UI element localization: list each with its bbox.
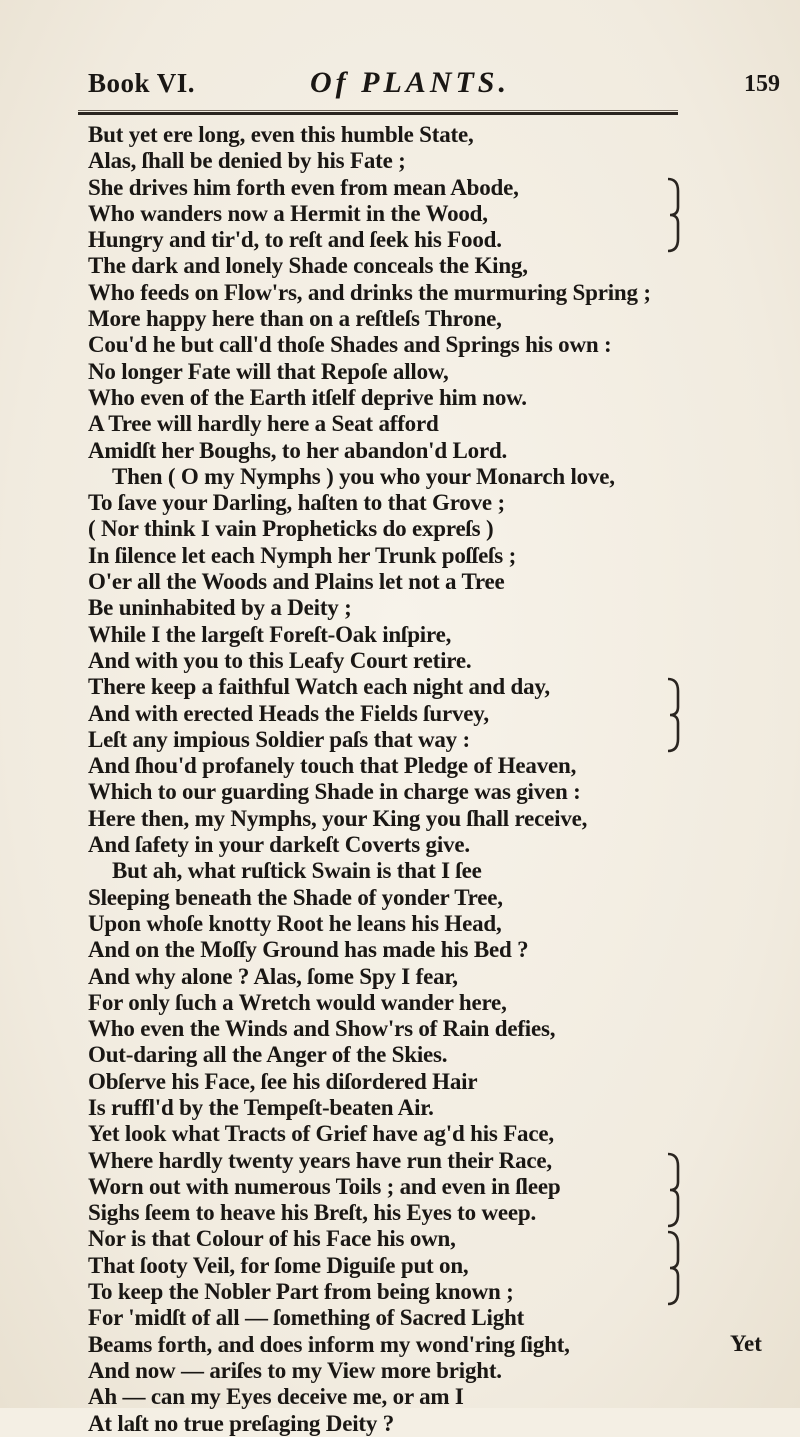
poem-line: Beams forth, and does inform my wond'ring ſight, xyxy=(88,1331,570,1357)
poem-line: But yet ere long, even this humble State, xyxy=(88,122,474,147)
poem-line: And why alone ? Alas, ſome Spy I fear, xyxy=(88,963,458,989)
poem-line: Who even the Winds and Show'rs of Rain defies, xyxy=(88,1016,556,1042)
poem-line: The dark and lonely Shade conceals the King, xyxy=(88,253,528,279)
poem-line: She drives him forth even from mean Abode, xyxy=(88,174,519,200)
triplet-brace xyxy=(664,675,686,755)
poem-line: And on the Moſſy Ground has made his Bed ? xyxy=(88,937,529,963)
poem-line: Hungry and tir'd, to reſt and ſeek his Food. xyxy=(88,227,502,253)
poem-text xyxy=(88,122,688,1437)
poem-line: That ſooty Veil, for ſome Diguiſe put on, xyxy=(88,1252,469,1278)
running-header xyxy=(88,68,780,108)
poem-line: Who feeds on Flow'rs, and drinks the murmuring Spring ; xyxy=(88,279,651,305)
triplet-brace xyxy=(664,1150,686,1230)
poem-line: Who even of the Earth itſelf deprive him now. xyxy=(88,384,527,410)
poem-line: And now — ariſes to my View more bright. xyxy=(88,1357,502,1383)
poem-line: Obſerve his Face, ſee his diſordered Hair xyxy=(88,1068,478,1094)
poem-line: O'er all the Woods and Plains let not a Tree xyxy=(88,569,505,595)
poem-line: While I the largeſt Foreſt-Oak inſpire, xyxy=(88,621,452,647)
poem-line: For only ſuch a Wretch would wander here, xyxy=(88,989,507,1015)
poem-line: Where hardly twenty years have run their Race, xyxy=(88,1147,552,1173)
poem-line: ( Nor think I vain Propheticks do expreſs ) xyxy=(88,516,494,542)
poem-line: And ſafety in your darkeſt Coverts give. xyxy=(88,832,470,858)
poem-line: Nor is that Colour of his Face his own, xyxy=(88,1226,456,1252)
poem-line: And with erected Heads the Fields ſurvey, xyxy=(88,700,489,726)
triplet-brace xyxy=(664,175,686,255)
triplet-brace xyxy=(664,1228,686,1308)
poem-line: In ſilence let each Nymph her Trunk poſſeſs ; xyxy=(88,542,517,568)
poem-line: To keep the Nobler Part from being known ; xyxy=(88,1279,514,1305)
book-label: Book VI. xyxy=(88,68,196,98)
poem-line: Be uninhabited by a Deity ; xyxy=(88,595,352,621)
header-rule xyxy=(78,112,678,115)
poem-line: Yet look what Tracts of Grief have ag'd his Face, xyxy=(88,1121,554,1147)
poem-line: More happy here than on a reſtleſs Throne, xyxy=(88,306,502,332)
poem-line: Sighs ſeem to heave his Breſt, his Eyes to weep. xyxy=(88,1200,537,1226)
poem-line: Is ruffl'd by the Tempeſt-beaten Air. xyxy=(88,1094,434,1120)
poem-line: Here then, my Nymphs, your King you ſhall receive, xyxy=(88,805,588,831)
poem-line: There keep a faithful Watch each night and day, xyxy=(88,674,550,700)
header-rule-thin xyxy=(78,110,678,111)
poem-line: Sleeping beneath the Shade of yonder Tree, xyxy=(88,884,503,910)
page-number: 159 xyxy=(744,71,780,97)
poem-line: And ſhou'd profanely touch that Pledge of Heaven, xyxy=(88,753,577,779)
poem-line: Worn out with numerous Toils ; and even in ſleep xyxy=(88,1173,561,1199)
poem-line: A Tree will hardly here a Seat afford xyxy=(88,411,439,437)
poem-line: Ah — can my Eyes deceive me, or am I xyxy=(88,1384,464,1410)
poem-line: Who wanders now a Hermit in the Wood, xyxy=(88,200,488,226)
poem-line: Then ( O my Nymphs ) you who your Monarch love, xyxy=(112,463,615,489)
poem-line: Amidſt her Boughs, to her abandon'd Lord. xyxy=(88,437,508,463)
poem-line: Which to our guarding Shade in charge was given : xyxy=(88,779,581,805)
poem-line: For 'midſt of all — ſomething of Sacred Light xyxy=(88,1305,525,1331)
poem-line: To ſave your Darling, haſten to that Grove ; xyxy=(88,490,505,516)
poem-line: Cou'd he but call'd thoſe Shades and Springs his own : xyxy=(88,332,612,358)
poem-line: Leſt any impious Soldier paſs that way : xyxy=(88,726,470,752)
poem-line: Alas, ſhall be denied by his Fate ; xyxy=(88,148,406,174)
poem-line: Upon whoſe knotty Root he leans his Head, xyxy=(88,910,502,936)
page-title: Of PLANTS. xyxy=(310,66,510,99)
poem-line: Out-daring all the Anger of the Skies. xyxy=(88,1042,448,1068)
catchword: Yet xyxy=(730,1331,762,1356)
poem-line: But ah, what ruſtick Swain is that I ſee xyxy=(112,858,482,884)
poem-line: At laſt no true preſaging Deity ? xyxy=(88,1410,395,1436)
poem-line: And with you to this Leafy Court retire. xyxy=(88,647,472,673)
poem-line: No longer Fate will that Repoſe allow, xyxy=(88,358,449,384)
